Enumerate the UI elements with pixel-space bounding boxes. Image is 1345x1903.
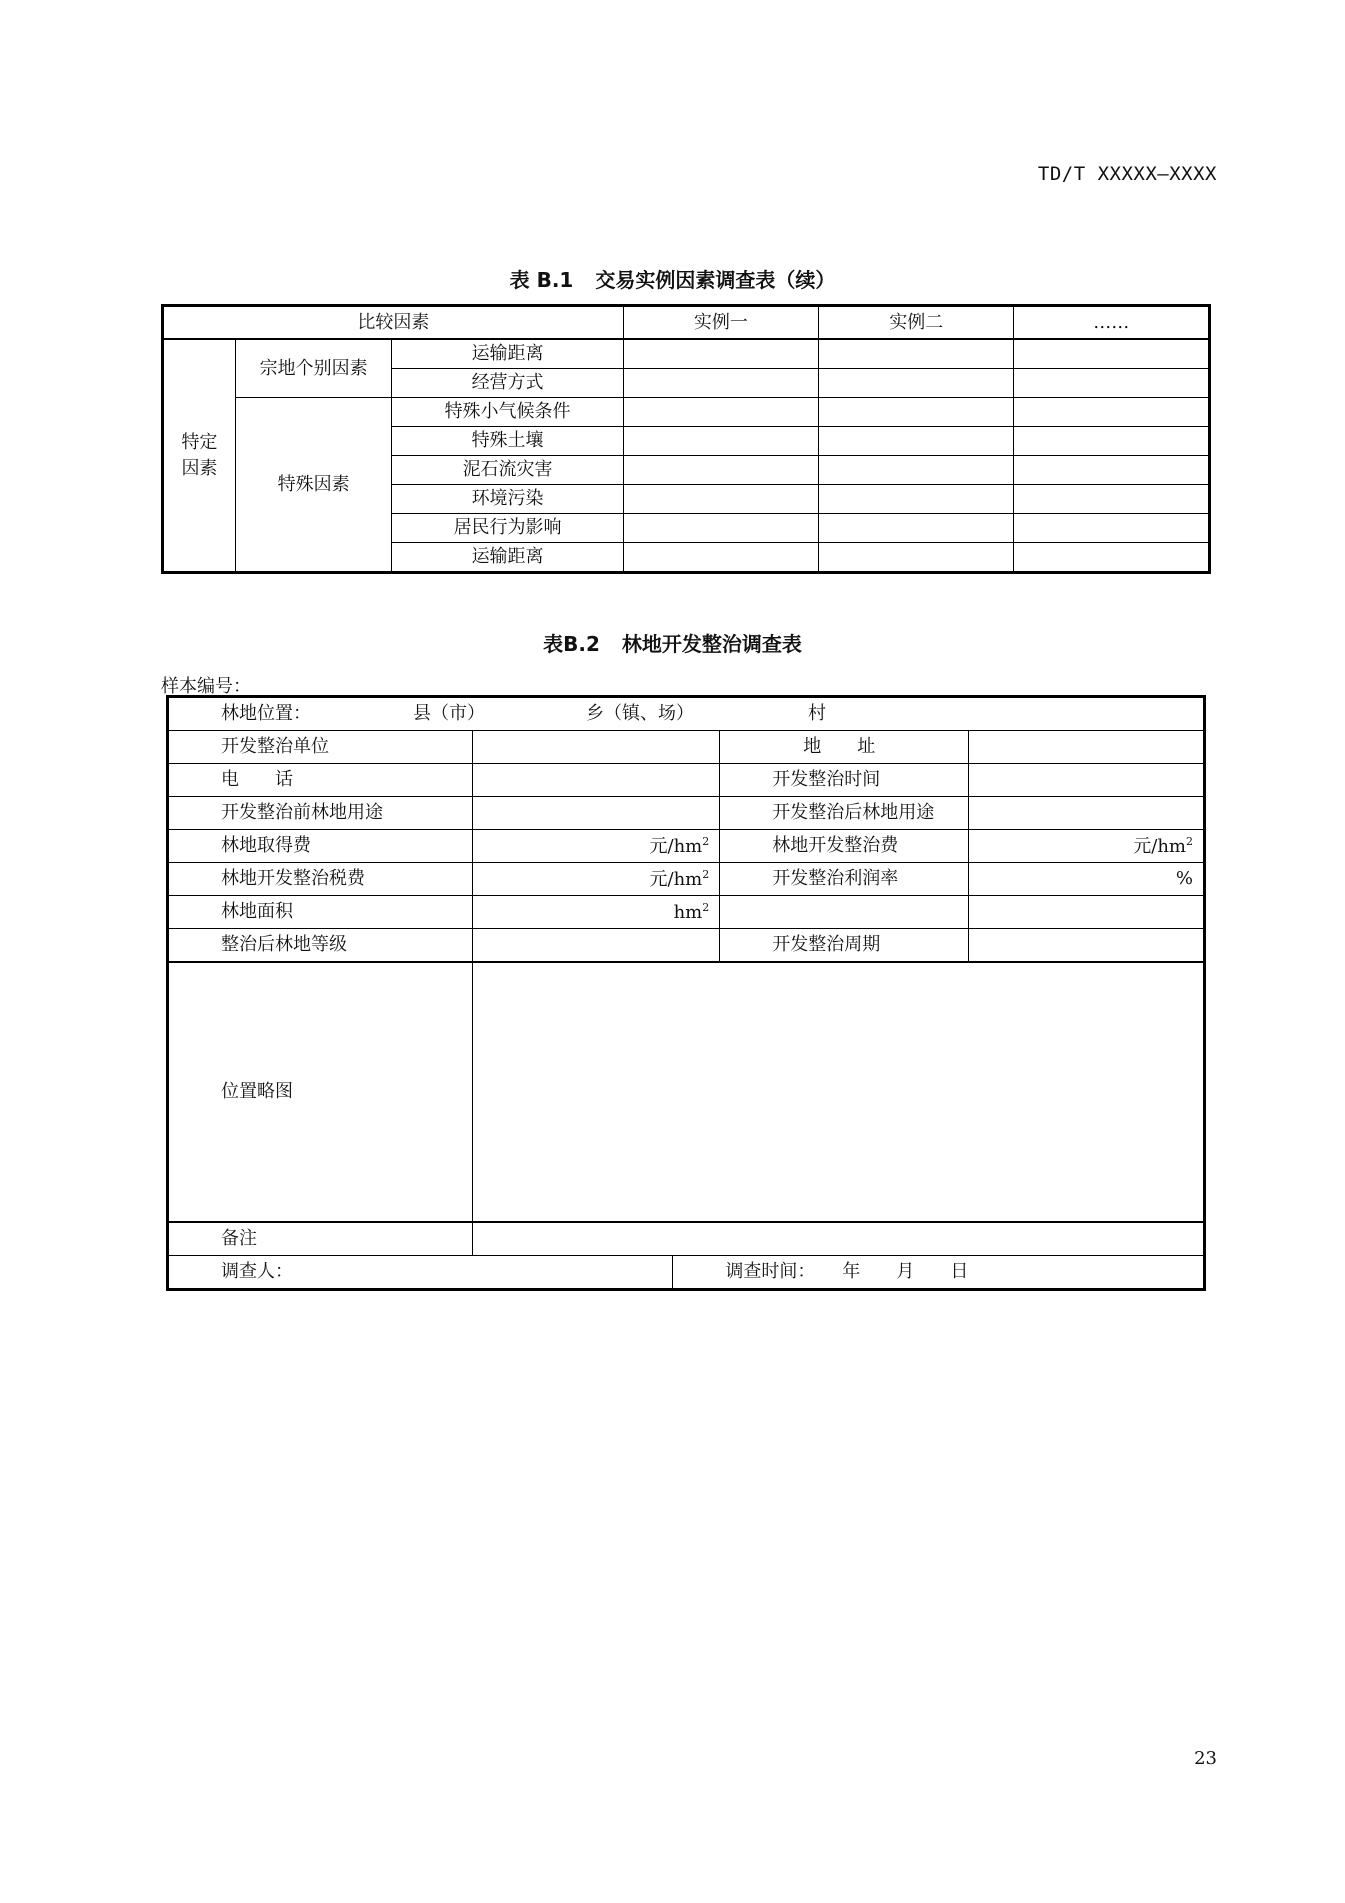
cell <box>623 485 818 514</box>
table2-caption <box>0 628 1345 657</box>
cell <box>473 929 720 963</box>
cell <box>819 427 1014 456</box>
table-row <box>168 797 1205 830</box>
label-profit-rate: 开发整治利润率 <box>720 863 968 896</box>
sub-group-parcel: 宗地个别因素 <box>235 339 392 398</box>
header-compare: 比较因素 <box>163 306 624 340</box>
location-county: 县（市） <box>413 703 485 724</box>
label-dev-fee: 林地开发整治费 <box>720 830 968 863</box>
table-row <box>168 731 1205 764</box>
cell <box>968 929 1204 963</box>
table-row <box>168 863 1205 896</box>
cell <box>819 398 1014 427</box>
unit-cell: $hm^2$ <box>473 896 720 929</box>
label-location-map: 位置略图 <box>168 962 473 1222</box>
cell <box>473 764 720 797</box>
row-label: 泥石流灾害 <box>392 456 623 485</box>
cell <box>623 398 818 427</box>
transaction-factor-table <box>161 304 1211 574</box>
header-example-2: 实例二 <box>819 306 1014 340</box>
cell <box>623 543 818 573</box>
row-label: 特殊土壤 <box>392 427 623 456</box>
table-row <box>168 1256 1205 1290</box>
location-map-area <box>473 962 1205 1222</box>
sample-number-label: 样本编号： <box>161 676 251 697</box>
cell <box>1014 485 1210 514</box>
table1-caption-title: 交易实例因素调查表（续） <box>595 268 836 292</box>
label-surveyor: 调查人： <box>168 1256 673 1290</box>
table1-caption-number: 表 B.1 <box>509 268 574 292</box>
unit-cell: % <box>968 863 1204 896</box>
table-row <box>168 830 1205 863</box>
cell <box>623 456 818 485</box>
row-label: 居民行为影响 <box>392 514 623 543</box>
table-row <box>168 697 1205 731</box>
location-row <box>168 697 1205 731</box>
location-town: 乡（镇、场） <box>586 703 694 724</box>
cell <box>968 764 1204 797</box>
cell <box>968 896 1204 929</box>
cell <box>1014 514 1210 543</box>
cell <box>1014 369 1210 398</box>
cell <box>623 339 818 369</box>
unit-cell: 元$/hm^2$ <box>968 830 1204 863</box>
location-village: 村 <box>808 703 826 724</box>
label-dev-time: 开发整治时间 <box>720 764 968 797</box>
label-grade: 整治后林地等级 <box>168 929 473 963</box>
table-row <box>168 962 1205 1222</box>
cell <box>819 339 1014 369</box>
cell <box>819 456 1014 485</box>
table-row <box>163 398 1210 427</box>
row-label: 运输距离 <box>392 543 623 573</box>
table1-caption <box>0 264 1345 293</box>
table2-caption-number: 表B.2 <box>543 632 600 656</box>
location-label: 林地位置： <box>221 703 311 724</box>
cell <box>473 1222 1205 1256</box>
header-more: …… <box>1014 306 1210 340</box>
label-use-before: 开发整治前林地用途 <box>168 797 473 830</box>
cell <box>623 369 818 398</box>
cell <box>1014 339 1210 369</box>
cell <box>623 514 818 543</box>
document-code: TD/T XXXXX—XXXX <box>1037 163 1217 185</box>
cell <box>1014 398 1210 427</box>
row-label: 特殊小气候条件 <box>392 398 623 427</box>
cell <box>819 485 1014 514</box>
cell <box>1014 543 1210 573</box>
unit-cell: 元$/hm^2$ <box>473 863 720 896</box>
label-period: 开发整治周期 <box>720 929 968 963</box>
cell <box>968 797 1204 830</box>
cell <box>623 427 818 456</box>
cell <box>473 731 720 764</box>
table-header-row <box>163 306 1210 340</box>
label-unit-org: 开发整治单位 <box>168 731 473 764</box>
label-tax-fee: 林地开发整治税费 <box>168 863 473 896</box>
table-row <box>163 339 1210 369</box>
label-survey-time: 调查时间： 年 月 日 <box>673 1256 1205 1290</box>
cell <box>1014 456 1210 485</box>
label-area: 林地面积 <box>168 896 473 929</box>
cell <box>968 731 1204 764</box>
label-address: 地 址 <box>720 731 968 764</box>
row-label: 运输距离 <box>392 339 623 369</box>
cell <box>819 369 1014 398</box>
cell <box>720 896 968 929</box>
table-row <box>168 896 1205 929</box>
label-remark: 备注 <box>168 1222 473 1256</box>
label-use-after: 开发整治后林地用途 <box>720 797 968 830</box>
unit-cell: 元$/hm^2$ <box>473 830 720 863</box>
header-example-1: 实例一 <box>623 306 818 340</box>
row-label: 环境污染 <box>392 485 623 514</box>
table-row <box>168 1222 1205 1256</box>
table2-caption-title: 林地开发整治调查表 <box>621 632 802 656</box>
label-acquisition-fee: 林地取得费 <box>168 830 473 863</box>
forest-land-survey-table <box>166 695 1206 1291</box>
group-label: 特定因素 <box>163 339 236 573</box>
cell <box>819 514 1014 543</box>
table-row <box>168 764 1205 797</box>
cell <box>473 797 720 830</box>
cell <box>1014 427 1210 456</box>
table-row <box>168 929 1205 963</box>
cell <box>819 543 1014 573</box>
sub-group-special: 特殊因素 <box>235 398 392 573</box>
row-label: 经营方式 <box>392 369 623 398</box>
page-number: 23 <box>1194 1748 1217 1769</box>
label-phone: 电 话 <box>168 764 473 797</box>
